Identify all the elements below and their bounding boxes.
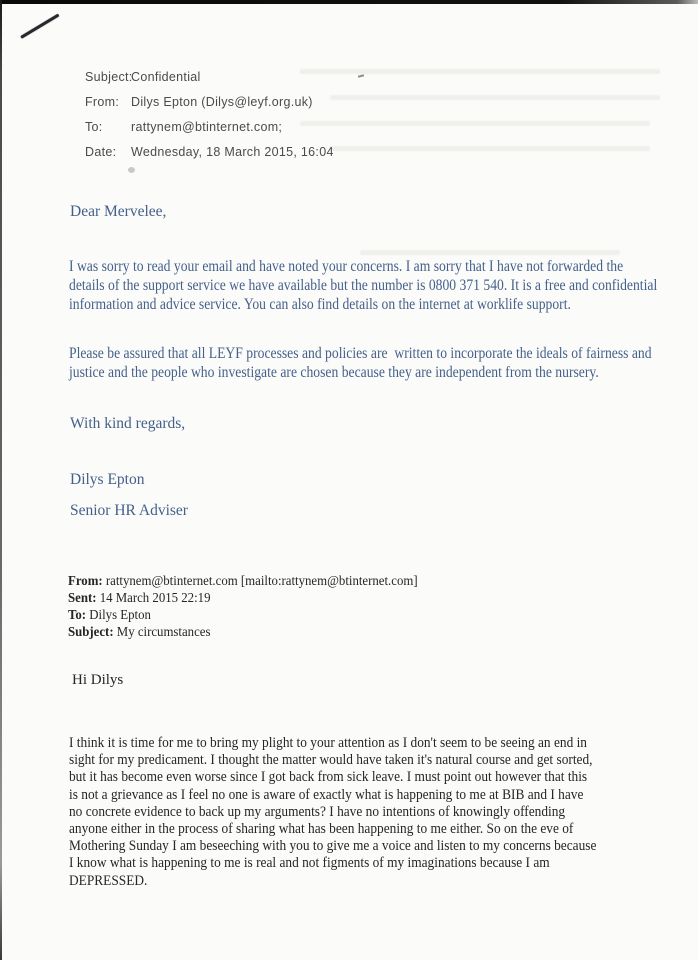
paragraph-line: information and advice service. You can also find details on the internet at worklife support.: [69, 296, 571, 313]
scan-edge-left: [0, 0, 2, 960]
quoted-header-row-to: [68, 606, 418, 623]
header-row-from: [85, 95, 334, 120]
paragraph-line: no concrete evidence to back up my arguments? I have no intentions of knowingly offending: [69, 802, 566, 820]
paragraph-line: I was sorry to read your email and have noted your concerns. I am sorry that I have not forwarded the: [69, 258, 624, 275]
paragraph-line: I know what is happening to me is real and not figments of my imaginations because I am: [69, 854, 550, 872]
quoted-header-label: Subject:: [68, 624, 114, 639]
quoted-paragraph: [69, 734, 596, 889]
scan-streak: [330, 95, 660, 100]
quoted-header-value: 14 March 2015 22:19: [96, 590, 211, 605]
reply-closing: With kind regards,: [70, 415, 186, 432]
quoted-salutation: Hi Dilys: [72, 672, 124, 688]
header-label: Date:: [85, 145, 117, 159]
paragraph-line: details of the support service we have available but the number is 0800 371 540. It is a free and confidential: [69, 277, 658, 294]
header-label: Subject:: [85, 70, 133, 84]
header-label: To:: [85, 120, 103, 134]
quoted-email-header: [68, 572, 418, 640]
scan-streak: [300, 121, 650, 126]
header-row-to: [85, 120, 334, 145]
scan-streak: [300, 69, 660, 74]
header-value: rattynem@btinternet.com;: [131, 120, 283, 134]
reply-salutation: Dear Mervelee,: [70, 203, 167, 220]
email-header: [85, 70, 334, 170]
paragraph-line: Please be assured that all LEYF processes and policies are written to incorporate the ideals of fairness and: [69, 345, 652, 362]
scan-edge-top: [0, 0, 698, 4]
paragraph-line: but it has become even worse since I got back from sick leave. I must point out however that this: [69, 768, 588, 786]
paragraph-line: Mothering Sunday I am beseeching with you to give me a voice and listen to my concerns because: [69, 837, 597, 855]
pen-mark: [20, 14, 59, 39]
paragraph-line: justice and the people who investigate are chosen because they are independent from the nursery.: [69, 364, 599, 381]
quoted-header-row-from: [68, 572, 418, 589]
quoted-header-label: To:: [68, 607, 87, 622]
scan-dash: [358, 74, 364, 77]
scan-streak: [330, 146, 650, 151]
scan-streak: [360, 250, 620, 255]
header-value: Dilys Epton (Dilys@leyf.org.uk): [131, 95, 313, 109]
header-row-date: [85, 145, 334, 170]
reply-paragraph-2: [69, 344, 652, 382]
paragraph-line: anyone either in the process of sharing what has been happening to me either. So on the eve of: [69, 820, 574, 838]
header-value: Confidential: [131, 70, 201, 84]
header-row-subject: [85, 70, 334, 95]
quoted-header-label: Sent:: [68, 590, 97, 605]
paragraph-line: is not a grievance as I feel no one is aware of exactly what is happening to me at BIB and I have: [69, 785, 584, 803]
signature-title: Senior HR Adviser: [70, 502, 188, 519]
header-label: From:: [85, 95, 120, 109]
quoted-header-value: rattynem@btinternet.com [mailto:rattynem@btinternet.com]: [102, 573, 418, 588]
quoted-header-row-sent: [68, 589, 418, 606]
quoted-header-row-subject: [68, 623, 418, 640]
quoted-header-value: Dilys Epton: [86, 607, 151, 622]
quoted-header-label: From:: [68, 573, 103, 588]
reply-paragraph-1: [69, 257, 657, 314]
signature-name: Dilys Epton: [70, 471, 145, 488]
quoted-header-value: My circumstances: [113, 624, 211, 639]
paragraph-line: sight for my predicament. I thought the matter would have taken it's natural course and get sorted,: [69, 751, 593, 769]
paragraph-line: I think it is time for me to bring my plight to your attention as I don't seem to be seeing an end in: [69, 734, 587, 751]
paragraph-line: DEPRESSED.: [69, 871, 148, 889]
header-value: Wednesday, 18 March 2015, 16:04: [131, 145, 334, 159]
